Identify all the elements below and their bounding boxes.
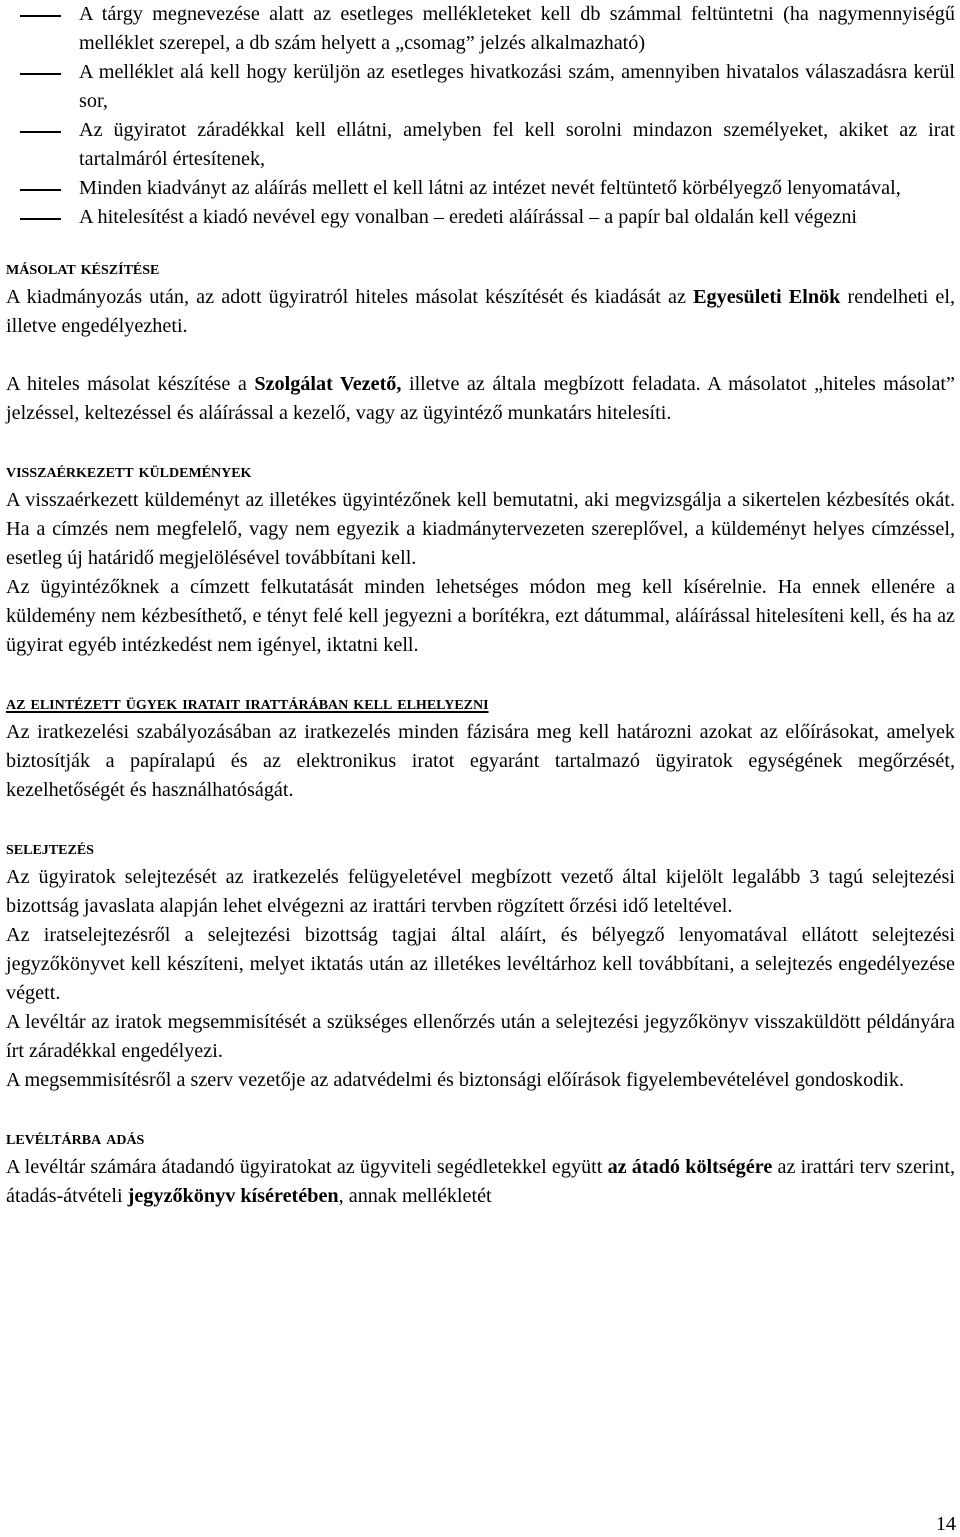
list-item: A melléklet alá kell hogy kerüljön az esetleges hivatkozási szám, amennyiben hivatalos válaszadásra kerül sor, [6, 58, 955, 116]
paragraph [6, 1153, 955, 1211]
paragraph [6, 283, 955, 341]
paragraph: Az iratselejtezésről a selejtezési bizottság tagjai által aláírt, és bélyegző lenyomatával ellátott selejtezési jegyzőkönyvet kell készíteni, melyet iktatás után az illetékes levéltárhoz kell továbbítani, a selejtezés engedélyezése végett. [6, 924, 955, 1004]
section-heading-masolat: másolat készítése [6, 257, 160, 279]
spacer [6, 660, 955, 689]
text: , annak mellékletét [338, 1185, 492, 1207]
text: az irattári terv szerint, átadás-átvételi [6, 1156, 955, 1207]
spacer [6, 341, 955, 370]
text: A levéltár számára átadandó ügyiratokat az ügyviteli segédletekkel együtt [6, 1156, 608, 1178]
paragraph: A megsemmisítésről a szerv vezetője az adatvédelmi és biztonsági előírások figyelembevételével gondoskodik. [6, 1069, 905, 1091]
bold-text: jegyzőkönyv kíséretében [127, 1185, 339, 1207]
paragraph: Az iratkezelési szabályozásában az iratkezelés minden fázisára meg kell határozni azokat az előírásokat, amelyek biztosítják a papíralapú és az elektronikus iratot egyaránt tartalmazó ügyiratok egységének megőrzését, kezelhetőségét és használhatóságát. [6, 721, 955, 801]
paragraph [6, 370, 955, 428]
spacer [6, 1095, 955, 1124]
spacer [6, 428, 955, 457]
bold-text: Egyesületi Elnök [693, 286, 841, 308]
list-item: A tárgy megnevezése alatt az esetleges mellékleteket kell db számmal feltüntetni (ha nagymennyiségű melléklet szerepel, a db szám helyett a „csomag” jelzés alkalmazható) [6, 0, 955, 58]
page-number: 14 [935, 1513, 956, 1535]
section-heading-elintezett: az elintézett ügyek iratait irattárában kell elhelyezni [6, 692, 489, 714]
bullet-list [6, 0, 955, 232]
list-item: Minden kiadványt az aláírás mellett el kell látni az intézet nevét feltüntető körbélyegző lenyomatával, [6, 174, 955, 203]
spacer [6, 232, 955, 254]
paragraph: Az ügyintézőknek a címzett felkutatását minden lehetséges módon meg kell kísérelnie. Ha ennek ellenére a küldemény nem kézbesíthető, e tényt felé kell jegyezni a borítékra, ezt dátummal, aláírással hitelesíteni kell, és ha az ügyirat egyéb intézkedést nem igényel, iktatni kell. [6, 576, 955, 656]
paragraph: Az ügyiratok selejtezését az iratkezelés felügyeletével megbízott vezető által kijelölt legalább 3 tagú selejtezési bizottság javaslata alapján lehet elvégezni az irattári tervben rögzített őrzési idő leteltével. [6, 866, 955, 917]
text: A hiteles másolat készítése a [6, 373, 255, 395]
bold-text: az átadó költségére [607, 1156, 773, 1178]
section-heading-visszaerkezett: visszaérkezett küldemények [6, 460, 252, 482]
list-item: Az ügyiratot záradékkal kell ellátni, amelyben fel kell sorolni mindazon személyeket, akiket az irat tartalmáról értesítenek, [6, 116, 955, 174]
section-heading-selejtezes: selejtezés [6, 837, 94, 859]
text: rendelheti el, illetve engedélyezheti. [6, 286, 956, 337]
text: illetve az általa megbízott feladata. A másolatot „hiteles másolat” jelzéssel, keltezéssel és aláírással a kezelő, vagy az ügyintéző munkatárs hitelesíti. [6, 373, 956, 424]
spacer [6, 805, 955, 834]
document-page [6, 0, 955, 1211]
section-heading-leveltar: levéltárba adás [6, 1127, 145, 1149]
bold-text: Szolgálat Vezető, [254, 373, 402, 395]
list-item: A hitelesítést a kiadó nevével egy vonalban – eredeti aláírással – a papír bal oldalán kell végezni [6, 203, 955, 232]
text: A kiadmányozás után, az adott ügyiratról hiteles másolat készítését és kiadását az [6, 286, 694, 308]
paragraph: A levéltár az iratok megsemmisítését a szükséges ellenőrzés után a selejtezési jegyzőkönyv visszaküldött példányára írt záradékkal engedélyezi. [6, 1011, 955, 1062]
paragraph: A visszaérkezett küldeményt az illetékes ügyintézőnek kell bemutatni, aki megvizsgálja a sikertelen kézbesítés okát. Ha a címzés nem megfelelő, vagy nem egyezik a kiadmánytervezeten szereplővel, a küldeményt helyes címzéssel, esetleg új határidő megjelölésével továbbítani kell. [6, 489, 955, 569]
